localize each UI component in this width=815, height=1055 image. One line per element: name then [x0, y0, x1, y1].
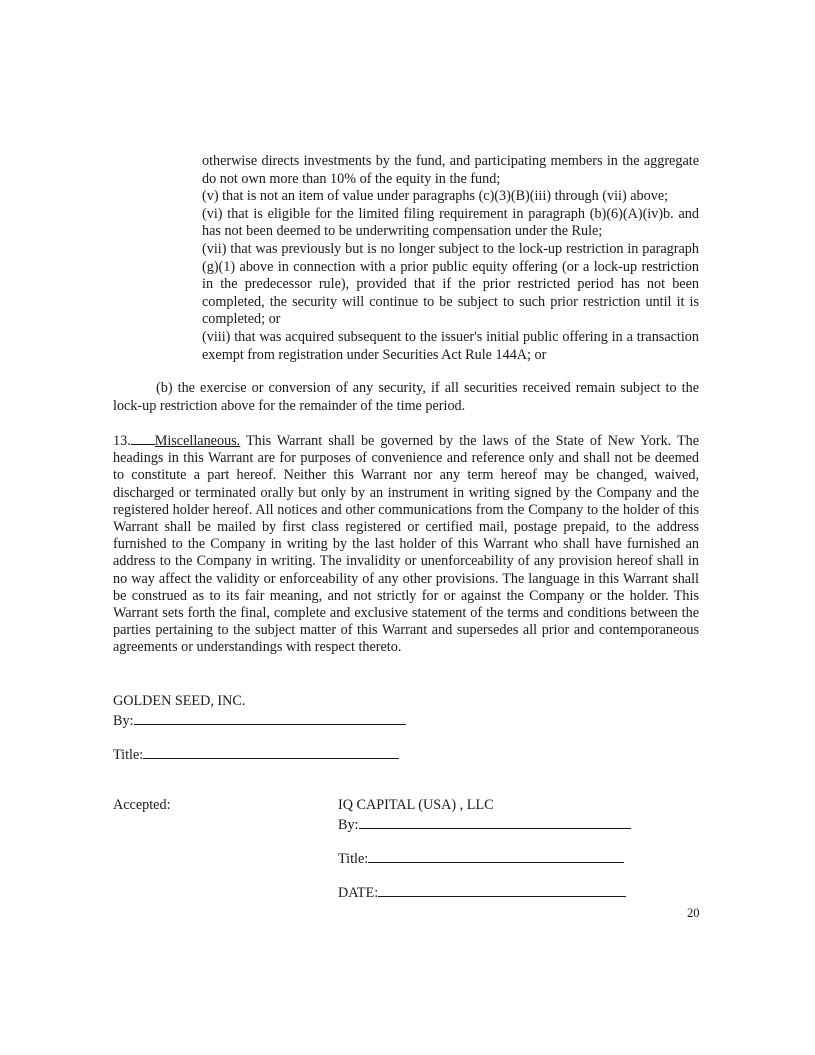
company-title-row: [113, 744, 399, 764]
company-name: GOLDEN SEED, INC.: [113, 693, 246, 709]
accepted-date-label: DATE:: [338, 885, 379, 901]
accepted-title-label: Title:: [338, 851, 369, 867]
section-heading: Miscellaneous.: [154, 433, 241, 449]
clause-vii: (vii) that was previously but is no longer subject to the lock-up restriction in paragraph (g)(1) above in connection with a prior public equity offering (or a lock-up restriction in the predecessor rule), provided that if the prior restricted period has not been completed, the security will continue to be subject to such prior restriction until it is completed; or: [202, 240, 699, 328]
lockup-exceptions-continuation: [202, 153, 699, 364]
accepting-party-name: IQ CAPITAL (USA) , LLC: [338, 797, 494, 813]
clause-vi: (vi) that is eligible for the limited filing requirement in paragraph (b)(6)(A)(iv)b. and has not been deemed to be underwriting compensation under the Rule;: [202, 205, 699, 240]
clause-v: (v) that is not an item of value under paragraphs (c)(3)(B)(iii) through (vii) above;: [202, 188, 669, 205]
accepted-by-signature-line[interactable]: [359, 814, 631, 829]
page-number: 20: [687, 906, 700, 920]
clause-viii: (viii) that was acquired subsequent to the issuer's initial public offering in a transaction exempt from registration under Securities Act Rule 144A; or: [202, 328, 699, 363]
accepted-label: Accepted:: [113, 797, 171, 813]
section-13-miscellaneous: [113, 432, 699, 657]
accepted-date-line[interactable]: [378, 882, 626, 897]
company-title-line[interactable]: [143, 744, 399, 759]
continuation-line: otherwise directs investments by the fund, and participating members in the aggregate do not own more than 10% of the equity in the fund;: [202, 153, 699, 187]
accepted-by-label: By:: [338, 817, 359, 833]
section-number: 13.: [113, 433, 131, 449]
company-by-row: [113, 710, 406, 730]
accepted-by-row: [338, 814, 631, 834]
accepted-date-row: [338, 882, 626, 902]
company-by-signature-line[interactable]: [134, 710, 406, 725]
accepted-title-line[interactable]: [368, 848, 624, 863]
accepted-title-row: [338, 848, 624, 868]
section-body: This Warrant shall be governed by the laws of the State of New York. The headings in this Warrant are for purposes of convenience and reference only and shall not be deemed to constitute a part hereof. Neither this Warrant nor any term hereof may be changed, waived, discharged or terminated orally but only by an instrument in writing signed by the Company and the registered holder hereof. All notices and other communications from the Company to the holder of this Warrant shall be mailed by first class registered or certified mail, postage prepaid, to the address furnished to the Company in writing by the last holder of this Warrant who shall have furnished an address to the Company in writing. The invalidity or unenforceability of any provision hereof shall in no way affect the validity or enforceability of any other provisions. The language in this Warrant shall be construed as to its fair meaning, and not strictly for or against the Company or the holder. This Warrant sets forth the final, complete and exclusive statement of the terms and conditions between the parties pertaining to the subject matter of this Warrant and supersedes all prior and contemporaneous agreements or understandings with respect thereto.: [113, 433, 699, 656]
company-title-label: Title:: [113, 747, 144, 763]
paragraph-b: (b) the exercise or conversion of any security, if all securities received remain subject to the lock-up restriction above for the remainder of the time period.: [113, 380, 699, 414]
company-by-label: By:: [113, 713, 134, 729]
